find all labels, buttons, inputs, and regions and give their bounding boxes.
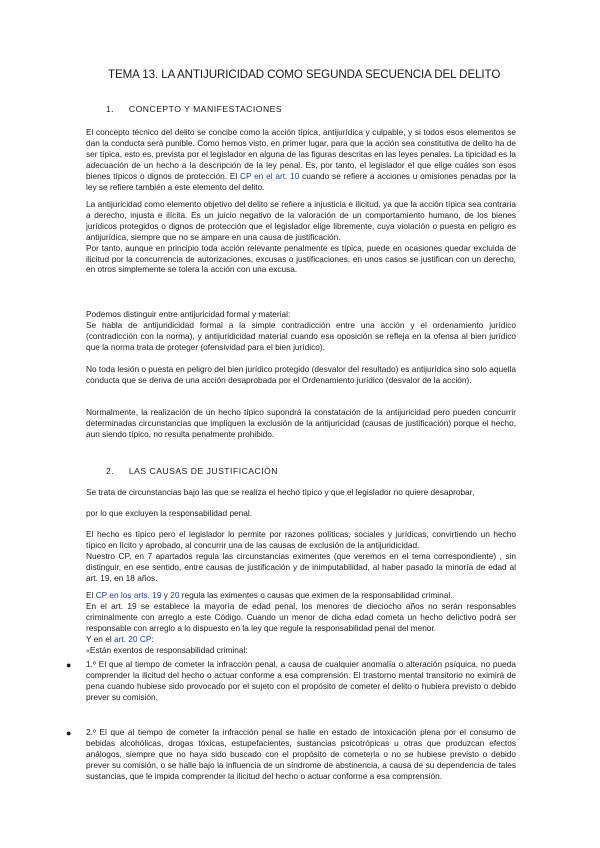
paragraph-por-tanto: Por tanto, aunque en principio toda acción relevante penalmente es típica, puede en ocasiones quedar excluida de ilicitud por la concurrencia de autorizaciones, excusas o justificaciones, en unos casos se justifican con un derecho, en otros simplemente se tolera la acción con una excusa. (86, 242, 516, 275)
art-20-cp-link[interactable]: art. 20 CP (114, 633, 152, 644)
bullet-1-text: 1.º El que al tiempo de cometer la infracción penal, a causa de cualquier anomalía o alteración psíquica, no pueda comprender la ilicitud del hecho o actuar conforme a esa comprensión. El trastorno mental transitorio no eximirá de pena cuando hubiese sido provocado por el sujeto con el propósito de cometer el delito o hubiera previsto o debido prever su comisión. (86, 659, 516, 702)
bullet-2 (86, 727, 516, 782)
eximentes-mid: y (161, 590, 171, 600)
paragraph-normalmente-text: Normalmente, la realización de un hecho típico supondrá la constatación de la antijuricidad pero pueden concurrir determinadas circunstancias que impliquen la exclusión de la antijuricidad (causas de justificación) porque el hecho, aun siendo típico, no resulta penalmente prohibido. (86, 407, 516, 439)
bullet-1 (86, 659, 516, 703)
section-1-heading (106, 104, 282, 114)
document-title: TEMA 13. LA ANTIJURICIDAD COMO SEGUNDA SECUENCIA DEL DELITO (108, 68, 501, 81)
eximentes-pre: El (86, 590, 96, 600)
paragraph-nuestro-cp: Nuestro CP, en 7 apartados regula las circunstancias eximentes (que veremos en el tema correspondiente) , sin distinguir, en ese sentido, entre causas de justificación y de inimputabilidad, al haber pasado la minoría de edad al art. 19, en 18 años. (86, 550, 516, 583)
paragraph-lesion-text: No toda lesión o puesta en peligro del bien jurídico protegido (desvalor del resultado) es antijurídica sino solo aquella conducta que se deriva de una acción desaprobada por el Ordenamiento jurídico (desvalor de la acción). (86, 364, 516, 385)
eximentes-post: regula las eximentes o causas que eximen de la responsabilidad criminal. (179, 590, 453, 600)
paragraph-formal-material-text: Se habla de antijuridicidad formal a la simple contradicción entre una acción y el ordenamiento jurídico (contradicción con la norma), y antijuridicidad material cuando esa oposición se refleja en la ofensa al bien jurídico que la norma trata de proteger (ofensividad para el bien jurídico). (86, 319, 516, 352)
section-1-number: 1. (106, 104, 115, 114)
paragraph-lesion (86, 364, 516, 386)
causas-line-1-text: Se trata de circunstancias bajo las que se realiza el hecho típico y que el legislador no quiere desaprobar, (86, 487, 475, 497)
section-2-title: LAS CAUSAS DE JUSTIFICACIÓN (128, 466, 279, 476)
section-1-title: CONCEPTO Y MANIFESTACIONES (128, 104, 283, 114)
bullet-2-text: 2.º El que al tiempo de cometer la infracción penal se halle en estado de intoxicación plena por el consumo de bebidas alcohólicas, drogas tóxicas, estupefacientes, sustancias psicotrópicas u otras que produzcan efectos análogos, siempre que no haya sido buscado con el propósito de cometerla o no se hubiese previsto o debido prever su comisión, o se halle bajo la influencia de un síndrome de abstinencia, a causa de su dependencia de tales sustancias, que le impida comprender la ilicitud del hecho o actuar conforme a esa comprensión. (86, 727, 516, 781)
exentos-heading: Están exentos de responsabilidad criminal: (89, 644, 248, 655)
art-20-post: : (151, 633, 154, 644)
bullet-1-dot: ● (66, 660, 72, 670)
quote-mark: « (86, 647, 90, 655)
paragraph-hecho-tipico-text: El hecho es típico pero el legislador lo permite por razones políticas, sociales y jurídicas, convirtiendo un hecho típico en lícito y aprobado, al concurrir una de las causas de exclusión de la antijuridicidad. (86, 529, 516, 550)
causas-line-2 (86, 508, 516, 519)
causas-line-1 (86, 487, 516, 498)
paragraph-antijuricidad (86, 199, 516, 275)
paragraph-formal-material (86, 309, 516, 353)
paragraph-concept (86, 127, 516, 192)
section-2-number: 2. (106, 466, 115, 476)
bullet-2-dot: ● (66, 728, 72, 738)
section-2-heading (106, 466, 278, 476)
paragraph-concept-text: El concepto técnico del delito se concibe como la acción típica, antijurídica y culpable, y si todos esos elementos se dan la conducta será punible. Como hemos visto, en primer lugar, para que la acción sea constitutiva de delito ha de ser típica, esto es, prevista por el legislador en alguna de las figuras descritas en las leyes penales. La tipicidad es la adecuación de un hecho a la descripción de la ley penal. Es, por tanto, el legislador el que elige cuáles son esos bienes típicos o dignos de protección. El (86, 127, 516, 181)
causas-line-2-text: por lo que excluyen la responsabilidad penal. (86, 508, 253, 518)
cp-art-10-link[interactable]: CP en el art. 10 (240, 170, 300, 181)
paragraph-hecho-tipico (86, 529, 516, 584)
paragraph-normalmente (86, 407, 516, 440)
paragraph-eximentes (86, 590, 516, 657)
cp-arts-19-link[interactable]: CP en los arts. 19 (95, 590, 162, 600)
paragraph-antijuricidad-text: La antijuricidad como elemento objetivo del delito se refiere a injusticia e ilicitud, ya que la acción típica sea contraria a derecho, injusta e ilícita. Es un juicio negativo de la valoración de un comportamiento humano, de los bienes jurídicos protegidos o dignos de protección que el legislador elige libremente, cuya violación o puesta en peligro es antijurídica, siempre que no se ampare en una causa de justificación. (86, 199, 516, 242)
art-20-pre: Y en el (86, 633, 114, 644)
paragraph-concept-after: cuando se refiere a acciones u omisiones penadas por la ley se refiere también a este elemento del delito. (86, 170, 516, 192)
art-20-link[interactable]: 20 (170, 590, 180, 600)
paragraph-art-19: En el art. 19 se establece la mayoría de edad penal, los menores de dieciocho años no serán responsables criminalmente con arreglo a este Código. Cuando un menor de dicha edad cometa un hecho delictivo podrá ser responsable con arreglo a lo dispuesto en la ley que regule la responsabilidad penal del menor. (86, 600, 516, 633)
paragraph-formal-material-intro: Podemos distinguir entre antijuricidad formal y material: (86, 309, 291, 319)
